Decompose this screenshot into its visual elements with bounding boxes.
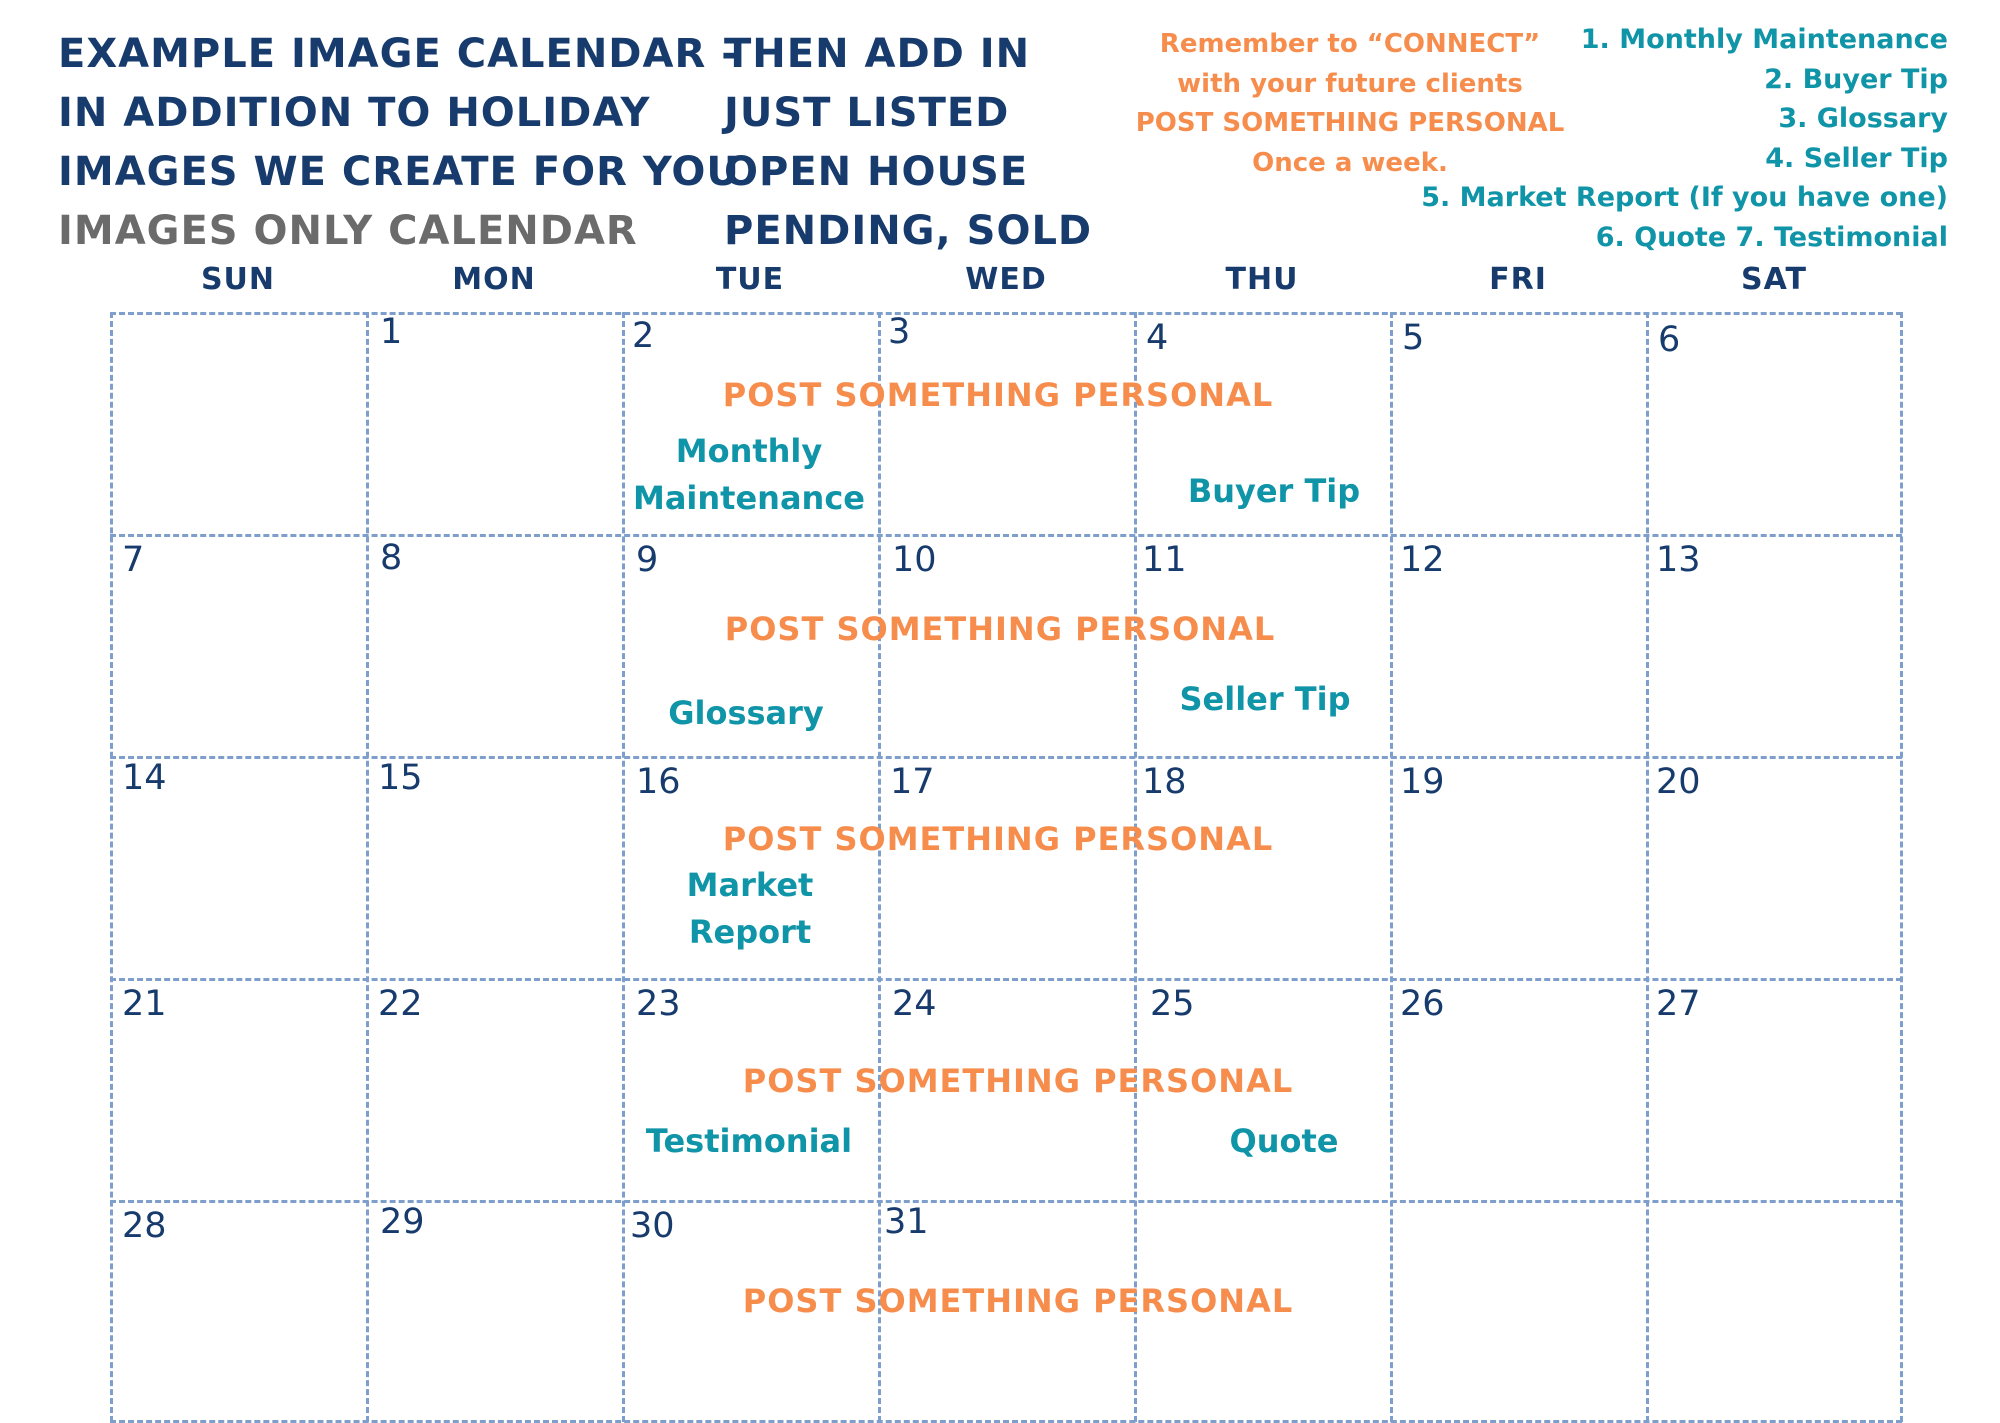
content-type-item: 5. Market Report (If you have one)	[1421, 182, 1948, 213]
day-number: 23	[636, 984, 681, 1024]
day-number: 11	[1142, 540, 1187, 580]
grid-line	[1900, 312, 1903, 1422]
content-type-item: 2. Buyer Tip	[1764, 63, 1948, 95]
content-type-item: 1. Monthly Maintenance	[1580, 24, 1948, 55]
day-number: 21	[122, 984, 167, 1024]
calendar-grid	[110, 312, 1902, 1422]
grid-line	[1134, 312, 1137, 1422]
weekday-thu: THU	[1225, 262, 1299, 297]
event-line: Market	[686, 866, 814, 904]
day-number: 31	[884, 1202, 929, 1242]
weekday-mon: MON	[452, 262, 536, 297]
reminder-line: Remember to “CONNECT”	[1159, 29, 1541, 59]
weekday-sun: SUN	[200, 262, 276, 297]
event-market-report	[630, 862, 870, 956]
day-number: 16	[636, 762, 681, 802]
grid-line	[110, 312, 113, 1422]
content-type-item: 6. Quote 7. Testimonial	[1595, 221, 1948, 253]
content-type-item: 3. Glossary	[1778, 103, 1948, 134]
content-type-item: 4. Seller Tip	[1765, 142, 1948, 174]
day-number: 5	[1402, 318, 1425, 358]
grid-line	[110, 978, 1902, 981]
header-subtitle: IMAGES ONLY CALENDAR	[58, 208, 638, 254]
post-personal-label: POST SOMETHING PERSONAL	[722, 820, 1274, 858]
day-number: 13	[1656, 540, 1701, 580]
header-add-in-block	[724, 25, 1092, 261]
day-number: 29	[380, 1202, 425, 1242]
weekday-wed: WED	[965, 262, 1047, 297]
day-number: 30	[630, 1206, 675, 1246]
reminder-line: with your future clients	[1177, 68, 1523, 99]
day-number: 24	[892, 984, 937, 1024]
header-title-line: EXAMPLE IMAGE CALENDAR -	[58, 31, 739, 77]
day-number: 19	[1400, 762, 1445, 802]
post-personal-label: POST SOMETHING PERSONAL	[724, 610, 1276, 648]
post-personal-label: POST SOMETHING PERSONAL	[742, 1062, 1294, 1100]
grid-line	[366, 312, 369, 1422]
day-number: 15	[378, 758, 423, 798]
event-line: Report	[688, 913, 812, 951]
grid-line	[110, 312, 1902, 315]
event-buyer-tip: Buyer Tip	[1187, 472, 1361, 510]
day-number: 20	[1656, 762, 1701, 802]
grid-line	[878, 312, 881, 1422]
day-number: 22	[378, 984, 423, 1024]
header-title-line: IN ADDITION TO HOLIDAY	[58, 90, 651, 136]
event-line: Maintenance	[632, 479, 865, 517]
day-number: 18	[1142, 762, 1187, 802]
add-in-line: JUST LISTED	[724, 90, 1010, 136]
day-number: 7	[122, 540, 145, 580]
add-in-line: OPEN HOUSE	[724, 149, 1029, 195]
day-number: 28	[122, 1206, 167, 1246]
day-number: 8	[380, 538, 403, 578]
day-number: 12	[1400, 540, 1445, 580]
event-testimonial: Testimonial	[645, 1122, 853, 1160]
weekday-sat: SAT	[1741, 262, 1807, 297]
grid-line	[110, 534, 1902, 537]
weekday-tue: TUE	[715, 262, 785, 297]
day-number: 14	[122, 758, 167, 798]
day-number: 17	[890, 762, 935, 802]
event-quote: Quote	[1229, 1122, 1339, 1160]
header-title-block	[58, 25, 740, 261]
event-seller-tip: Seller Tip	[1179, 680, 1351, 718]
grid-line	[110, 1200, 1902, 1203]
reminder-line: Once a week.	[1252, 147, 1448, 178]
reminder-line: POST SOMETHING PERSONAL	[1135, 108, 1565, 138]
day-number: 27	[1656, 984, 1701, 1024]
post-personal-label: POST SOMETHING PERSONAL	[742, 1282, 1294, 1320]
day-number: 2	[632, 316, 655, 356]
header-title-line: IMAGES WE CREATE FOR YOU	[58, 149, 740, 195]
event-line: Monthly	[675, 432, 823, 470]
day-number: 25	[1150, 984, 1195, 1024]
day-number: 1	[380, 312, 403, 352]
day-number: 9	[636, 540, 659, 580]
event-glossary: Glossary	[668, 694, 824, 732]
day-number: 3	[888, 312, 911, 352]
post-personal-label: POST SOMETHING PERSONAL	[722, 376, 1274, 414]
grid-line	[1646, 312, 1649, 1422]
day-number: 4	[1146, 318, 1169, 358]
day-number: 26	[1400, 984, 1445, 1024]
event-monthly-maintenance	[624, 428, 874, 522]
add-in-line: THEN ADD IN	[724, 31, 1031, 77]
content-type-list	[1421, 20, 1948, 257]
day-number: 6	[1658, 320, 1681, 360]
add-in-line: PENDING, SOLD	[724, 208, 1093, 254]
day-number: 10	[892, 540, 937, 580]
weekday-fri: FRI	[1489, 262, 1547, 297]
